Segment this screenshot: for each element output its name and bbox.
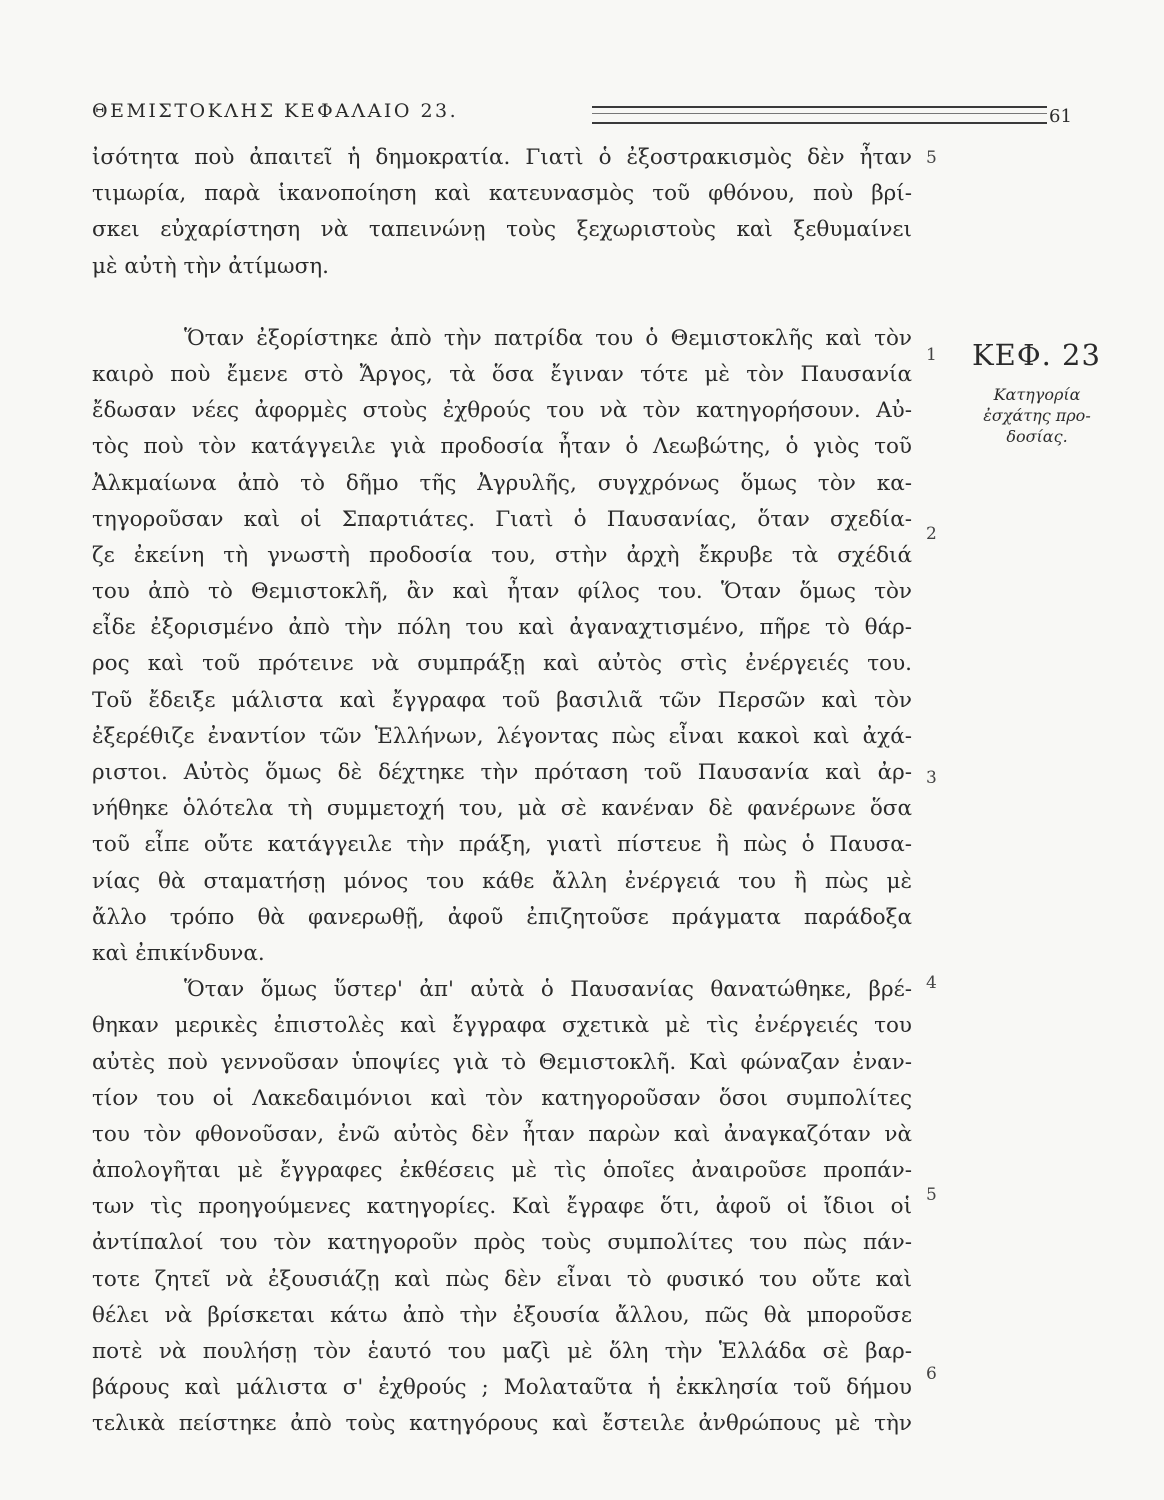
margin-summary-line: δοσίας. (1006, 427, 1068, 446)
chapter-heading: ΚΕΦ. 23 (972, 338, 1101, 372)
text-line: νήθηκε ὁλότελα τὴ συμμετοχή του, μὰ σὲ κανέναν δὲ φανέρωνε ὅσα (92, 796, 912, 822)
paragraph (92, 140, 912, 285)
section-number: 5 (926, 1185, 937, 1205)
margin-summary-line: ἐσχάτης προ- (983, 406, 1091, 425)
text-line: ἄλλο τρόπο θὰ φανερωθῇ, ἀφοῦ ἐπιζητοῦσε πράγματα παράδοξα (92, 904, 912, 930)
text-line: ἐξερέθιζε ἐναντίον τῶν Ἑλλήνων, λέγοντας πὼς εἶναι κακοὶ καὶ ἀχά- (92, 723, 912, 749)
section-number: 1 (926, 345, 937, 365)
section-number: 2 (926, 524, 937, 544)
margin-summary-line: Κατηγορία (993, 385, 1081, 404)
text-line: τοῦ εἶπε οὔτε κατάγγειλε τὴν πράξη, γιατὶ πίστευε ἢ πὼς ὁ Παυσα- (92, 832, 912, 858)
margin-note (972, 338, 1102, 447)
text-line: ριστοι. Αὐτὸς ὅμως δὲ δέχτηκε τὴν πρόταση τοῦ Παυσανία καὶ ἀρ- (92, 760, 912, 785)
text-line: του τὸν φθονοῦσαν, ἐνῶ αὐτὸς δὲν ἦταν παρὼν καὶ ἀναγκαζόταν νὰ (92, 1121, 912, 1147)
section-number: 6 (926, 1364, 937, 1384)
section-number: 5 (926, 148, 937, 168)
section-number: 4 (926, 973, 937, 993)
text-line: τὸς ποὺ τὸν κατάγγειλε γιὰ προδοσία ἦταν ὁ Λεωβώτης, ὁ γιὸς τοῦ (92, 434, 912, 460)
text-line: ζε ἐκείνη τὴ γνωστὴ προδοσία του, στὴν ἀρχὴ ἔκρυβε τὰ σχέδιά (92, 542, 912, 568)
text-line: τελικὰ πείστηκε ἀπὸ τοὺς κατηγόρους καὶ ἔστειλε ἀνθρώπους μὲ τὴν (92, 1411, 912, 1437)
text-line: ρος καὶ τοῦ πρότεινε νὰ συμπράξῃ καὶ αὐτὸς στὶς ἐνέργειές του. (92, 651, 912, 677)
paragraph (92, 321, 912, 972)
text-line: Ὅταν ὅμως ὕστερ' ἀπ' αὐτὰ ὁ Παυσανίας θανατώθηκε, βρέ- (184, 977, 912, 1003)
text-line: νίας θὰ σταματήσῃ μόνος του κάθε ἄλλη ἐνέργειά του ἢ πὼς μὲ (92, 868, 912, 894)
text-line: του ἀπὸ τὸ Θεμιστοκλῆ, ἂν καὶ ἦταν φίλος του. Ὅταν ὅμως τὸν (92, 579, 912, 605)
text-line: ἰσότητα ποὺ ἀπαιτεῖ ἡ δημοκρατία. Γιατὶ ὁ ἐξοστρακισμὸς δὲν ἦταν (92, 145, 912, 170)
margin-summary (972, 384, 1102, 447)
text-line: τηγοροῦσαν καὶ οἱ Σπαρτιάτες. Γιατὶ ὁ Παυσανίας, ὅταν σχεδία- (92, 506, 912, 532)
text-line: σκει εὐχαρίστηση νὰ ταπεινώνῃ τοὺς ξεχωριστοὺς καὶ ξεθυμαίνει (92, 217, 912, 243)
paragraph (92, 972, 912, 1442)
text-line: ποτὲ νὰ πουλήσῃ τὸν ἑαυτό του μαζὶ μὲ ὅλη τὴν Ἑλλάδα σὲ βαρ- (92, 1339, 912, 1364)
running-header (92, 100, 1092, 134)
body-text (92, 140, 912, 1443)
section-number: 3 (926, 768, 937, 788)
text-line: των τὶς προηγούμενες κατηγορίες. Καὶ ἔγραφε ὅτι, ἀφοῦ οἱ ἴδιοι οἱ (92, 1194, 912, 1220)
text-line: Ὅταν ἐξορίστηκε ἀπὸ τὴν πατρίδα του ὁ Θεμιστοκλῆς καὶ τὸν (184, 325, 912, 351)
page-number: 61 (1049, 106, 1072, 127)
text-line: αὐτὲς ποὺ γεννοῦσαν ὑποψίες γιὰ τὸ Θεμιστοκλῆ. Καὶ φώναζαν ἐναν- (92, 1049, 912, 1075)
text-line: Ἀλκμαίωνα ἀπὸ τὸ δῆμο τῆς Ἀγρυλῆς, συγχρόνως ὅμως τὸν κα- (92, 470, 912, 496)
text-line: μὲ αὐτὴ τὴν ἀτίμωση. (92, 253, 329, 279)
text-line: θηκαν μερικὲς ἐπιστολὲς καὶ ἔγγραφα σχετικὰ μὲ τὶς ἐνέργειές του (92, 1013, 912, 1039)
text-line: θέλει νὰ βρίσκεται κάτω ἀπὸ τὴν ἐξουσία ἄλλου, πῶς θὰ μποροῦσε (92, 1302, 912, 1328)
text-line: τιμωρία, παρὰ ἱκανοποίηση καὶ κατευνασμὸς τοῦ φθόνου, ποὺ βρί- (92, 181, 912, 207)
text-line: ἀντίπαλοί του τὸν κατηγοροῦν πρὸς τοὺς συμπολίτες του πὼς πάν- (92, 1230, 912, 1256)
text-line: εἶδε ἐξορισμένο ἀπὸ τὴν πόλη του καὶ ἀγαναχτισμένο, πῆρε τὸ θάρ- (92, 615, 912, 641)
text-line: τοτε ζητεῖ νὰ ἐξουσιάζῃ καὶ πὼς δὲν εἶναι τὸ φυσικό του οὔτε καὶ (92, 1266, 912, 1292)
text-line: τίον του οἱ Λακεδαιμόνιοι καὶ τὸν κατηγοροῦσαν ὅσοι συμπολίτες (92, 1085, 912, 1111)
text-line: βάρους καὶ μάλιστα σ' ἐχθρούς ; Μολαταῦτα ἡ ἐκκλησία τοῦ δήμου (92, 1375, 912, 1401)
text-line: Τοῦ ἔδειξε μάλιστα καὶ ἔγγραφα τοῦ βασιλιᾶ τῶν Περσῶν καὶ τὸν (92, 687, 912, 713)
running-title: ΘΕΜΙΣΤΟΚΛΗΣ ΚΕΦΑΛΑΙΟ 23. (92, 100, 459, 122)
text-line: ἀπολογῆται μὲ ἔγγραφες ἐκθέσεις μὲ τὶς ὁποῖες ἀναιροῦσε προπάν- (92, 1158, 912, 1184)
text-line: καὶ ἐπικίνδυνα. (92, 940, 265, 966)
header-rule (592, 106, 1047, 124)
text-line: καιρὸ ποὺ ἔμενε στὸ Ἄργος, τὰ ὅσα ἔγιναν τότε μὲ τὸν Παυσανία (92, 361, 912, 387)
text-line: ἔδωσαν νέες ἀφορμὲς στοὺς ἐχθρούς του νὰ τὸν κατηγορήσουν. Αὐ- (92, 398, 912, 424)
